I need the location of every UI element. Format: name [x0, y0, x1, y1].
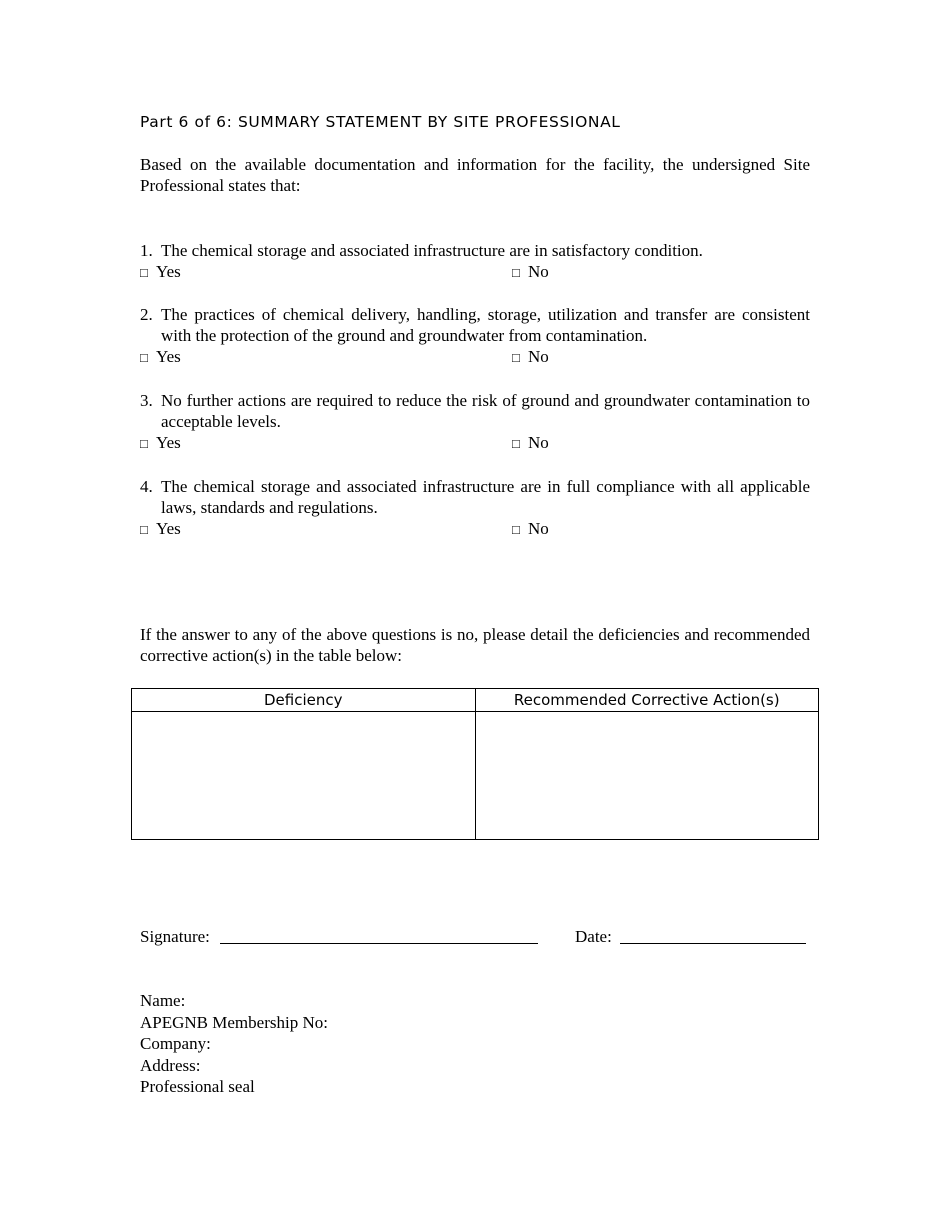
question-text: The chemical storage and associated infrastructure are in satisfactory condition.: [161, 241, 703, 260]
q4-yes-checkbox[interactable]: [140, 518, 181, 540]
no-label: No: [528, 262, 549, 281]
no-label: No: [528, 519, 549, 538]
q1-yes-checkbox[interactable]: [140, 261, 181, 283]
date-label: Date:: [575, 927, 612, 946]
checkbox-icon: □: [140, 522, 148, 537]
no-label: No: [528, 433, 549, 452]
deficiency-instructions: If the answer to any of the above questions is no, please detail the deficiencies and recommended corrective action(s) in the table below:: [140, 625, 810, 665]
question-3: [140, 390, 810, 453]
q1-no-checkbox[interactable]: [512, 261, 549, 283]
yes-label: Yes: [156, 262, 181, 281]
q2-yes-checkbox[interactable]: [140, 346, 181, 368]
company-label: Company:: [140, 1034, 211, 1053]
q3-yes-checkbox[interactable]: [140, 432, 181, 454]
q4-no-checkbox[interactable]: [512, 518, 549, 540]
question-number: 2.: [140, 305, 153, 324]
q2-no-checkbox[interactable]: [512, 346, 549, 368]
deficiency-column-header: Deficiency: [132, 689, 476, 712]
question-number: 4.: [140, 477, 153, 496]
question-number: 1.: [140, 241, 153, 260]
question-text: The practices of chemical delivery, handling, storage, utilization and transfer are consistent with the protection of the ground and groundwater from contamination.: [161, 305, 810, 345]
signature-row: [140, 926, 810, 948]
deficiency-cell[interactable]: [132, 712, 476, 840]
membership-label: APEGNB Membership No:: [140, 1012, 328, 1032]
question-2: [140, 304, 810, 367]
page-title: Part 6 of 6: SUMMARY STATEMENT BY SITE PROFESSIONAL: [140, 113, 621, 131]
checkbox-icon: □: [140, 350, 148, 365]
question-text: The chemical storage and associated infrastructure are in full compliance with all applicable laws, standards and regulations.: [161, 477, 810, 517]
professional-seal-label: Professional seal: [140, 1077, 255, 1096]
checkbox-icon: □: [512, 350, 520, 365]
yes-label: Yes: [156, 433, 181, 452]
intro-paragraph: Based on the available documentation and information for the facility, the undersigned Site Professional states that:: [140, 155, 810, 195]
deficiency-table: [131, 688, 819, 840]
signature-field[interactable]: [220, 926, 538, 944]
date-field[interactable]: [620, 926, 806, 944]
signature-label: Signature:: [140, 927, 210, 946]
action-cell[interactable]: [475, 712, 819, 840]
checkbox-icon: □: [512, 265, 520, 280]
address-label: Address:: [140, 1055, 201, 1075]
yes-label: Yes: [156, 347, 181, 366]
checkbox-icon: □: [140, 265, 148, 280]
checkbox-icon: □: [512, 522, 520, 537]
action-column-header: Recommended Corrective Action(s): [475, 689, 819, 712]
checkbox-icon: □: [140, 436, 148, 451]
professional-info: [140, 990, 328, 1098]
question-text: No further actions are required to reduce the risk of ground and groundwater contamination to acceptable levels.: [161, 391, 810, 431]
question-number: 3.: [140, 391, 153, 410]
q3-no-checkbox[interactable]: [512, 432, 549, 454]
no-label: No: [528, 347, 549, 366]
question-4: [140, 476, 810, 539]
question-1: [140, 240, 810, 282]
checkbox-icon: □: [512, 436, 520, 451]
name-label: Name:: [140, 991, 186, 1010]
yes-label: Yes: [156, 519, 181, 538]
